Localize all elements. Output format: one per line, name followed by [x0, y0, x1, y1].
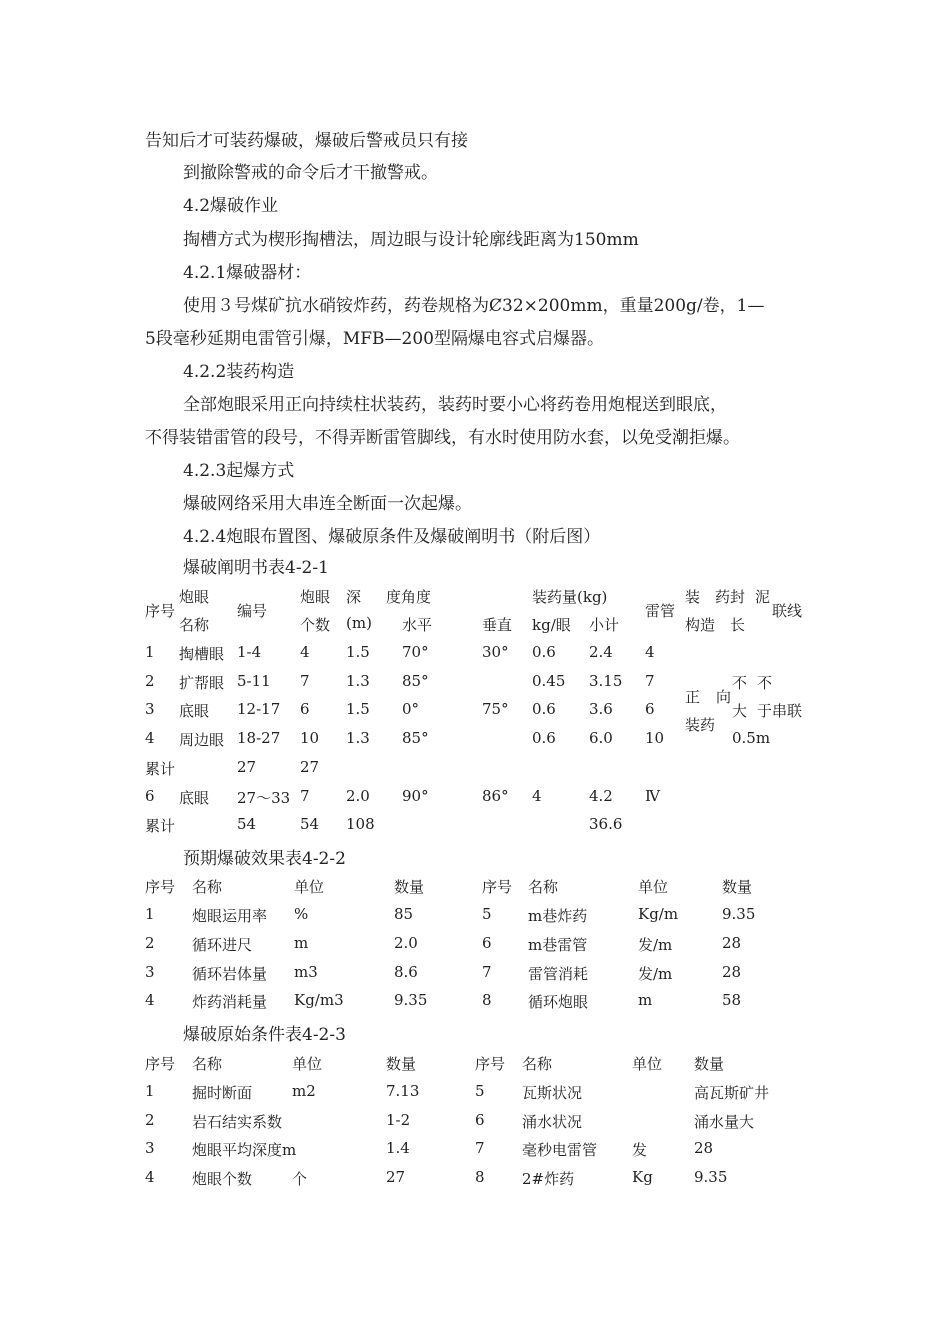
- cell-count: 54: [300, 815, 320, 833]
- header-charge: 装药量(kg): [532, 588, 608, 606]
- table-cell: 5: [482, 905, 492, 923]
- cell-subtotal: 6.0: [589, 729, 613, 747]
- header-detonator: 雷管: [645, 602, 676, 620]
- header-struct-2: 构造: [685, 616, 716, 634]
- section-heading: 4.2.2装药构造: [183, 362, 295, 382]
- cell-num: 12-17: [237, 700, 281, 718]
- cell-horiz: 85°: [402, 672, 429, 690]
- table-cell: 雷管消耗: [528, 965, 589, 983]
- table-cell: 6: [482, 934, 492, 952]
- cell-count: 4: [300, 643, 310, 661]
- table-cell: 1: [145, 905, 155, 923]
- header-cell: 数量: [694, 1055, 725, 1073]
- table-cell: 7.13: [386, 1082, 420, 1100]
- cell-subtotal: 3.15: [589, 672, 623, 690]
- table-cell: 1.4: [386, 1139, 410, 1157]
- table-cell: 涌水状况: [522, 1113, 583, 1131]
- cell-detonator: 4: [645, 643, 655, 661]
- table3-title: 爆破原始条件表4-2-3: [183, 1025, 346, 1045]
- table-cell: m巷雷管: [528, 936, 588, 954]
- header-num: 编号: [237, 602, 268, 620]
- merged-zhuangyao: 装药: [685, 716, 716, 734]
- table-cell: m: [294, 934, 309, 952]
- cell-depth: 1.3: [346, 672, 370, 690]
- table-cell: m2: [292, 1082, 316, 1100]
- cell-subtotal: 36.6: [589, 815, 623, 833]
- table-cell: 1-2: [386, 1111, 411, 1129]
- section-heading: 4.2.4炮眼布置图、爆破原条件及爆破阐明书（附后图）: [183, 527, 601, 547]
- header-cell: 序号: [482, 878, 513, 896]
- cell-vert: 30°: [482, 643, 509, 661]
- cell-name: 底眼: [179, 789, 210, 807]
- table-cell: 岩石结实系数: [192, 1113, 283, 1131]
- table-cell: 瓦斯状况: [522, 1084, 583, 1102]
- paragraph-line: 不得装错雷管的段号，不得弄断雷管脚线，有水时使用防水套，以免受潮拒爆。: [145, 428, 740, 448]
- cell-detonator: Ⅳ: [645, 787, 660, 805]
- table-cell: 3: [145, 963, 155, 981]
- cell-depth: 1.3: [346, 729, 370, 747]
- cell-subtotal: 4.2: [589, 787, 613, 805]
- table-cell: 9.35: [722, 905, 756, 923]
- table-cell: 个: [292, 1170, 308, 1188]
- header-count-1: 炮眼: [300, 588, 331, 606]
- cell-horiz: 85°: [402, 729, 429, 747]
- table-cell: 炮眼运用率: [192, 907, 268, 925]
- cell-depth: 1.5: [346, 700, 370, 718]
- header-seal-2: 长: [730, 616, 746, 634]
- cell-seq: 6: [145, 787, 155, 805]
- header-cell: 序号: [145, 1055, 176, 1073]
- merged-yu: 于串联: [757, 702, 803, 720]
- header-count-2: 个数: [300, 616, 331, 634]
- table2-title: 预期爆破效果表4-2-2: [183, 849, 346, 869]
- cell-seq: 1: [145, 643, 155, 661]
- table-cell: 8: [482, 991, 492, 1009]
- header-cell: 单位: [294, 878, 325, 896]
- merged-zheng: 正: [685, 688, 701, 706]
- header-name-2: 名称: [179, 616, 210, 634]
- table-cell: 4: [145, 1168, 155, 1186]
- table-cell: 发/m: [638, 965, 673, 983]
- cell-subtotal: 3.6: [589, 700, 613, 718]
- table-cell: 58: [722, 991, 742, 1009]
- cell-detonator: 7: [645, 672, 655, 690]
- header-cell: 序号: [475, 1055, 506, 1073]
- table-cell: 28: [722, 934, 742, 952]
- table-cell: 85: [394, 905, 414, 923]
- section-heading: 4.2爆破作业: [183, 196, 279, 216]
- paragraph-line: 全部炮眼采用正向持续柱状装药，装药时要小心将药卷用炮棍送到眼底，: [183, 395, 727, 415]
- cell-horiz: 0°: [402, 700, 420, 718]
- cell-horiz: 90°: [402, 787, 429, 805]
- cell-count: 7: [300, 787, 310, 805]
- table-cell: 8: [475, 1168, 485, 1186]
- cell-name: 底眼: [179, 702, 210, 720]
- table-cell: 7: [475, 1139, 485, 1157]
- header-mud: 泥: [755, 588, 771, 606]
- table-cell: 循环进尺: [192, 936, 253, 954]
- header-depth-2: (m): [346, 614, 372, 632]
- paragraph-line: 告知后才可装药爆破，爆破后警戒员只有接: [145, 131, 468, 151]
- table-cell: 循环炮眼: [528, 993, 589, 1011]
- header-cell: 单位: [638, 878, 669, 896]
- cell-vert: 75°: [482, 700, 509, 718]
- table-cell: 5: [475, 1082, 485, 1100]
- header-cell: 名称: [192, 1055, 223, 1073]
- table-cell: 3: [145, 1139, 155, 1157]
- merged-da: 大: [732, 702, 748, 720]
- cell-count: 6: [300, 700, 310, 718]
- table-cell: 27: [386, 1168, 406, 1186]
- cell-seq: 累计: [145, 817, 176, 835]
- cell-detonator: 10: [645, 729, 665, 747]
- table-cell: 28: [694, 1139, 714, 1157]
- table-cell: m3: [294, 963, 318, 981]
- table-cell: 6: [475, 1111, 485, 1129]
- merged-len: 0.5m: [732, 729, 771, 747]
- table-cell: 9.35: [694, 1168, 728, 1186]
- header-cell: 名称: [522, 1055, 553, 1073]
- table-cell: 1: [145, 1082, 155, 1100]
- merged-xiang: 向: [716, 688, 732, 706]
- table-cell: 2#炸药: [522, 1170, 575, 1188]
- paragraph-line: 到撤除警戒的命令后才干撤警戒。: [183, 163, 438, 183]
- header-cell: 名称: [192, 878, 223, 896]
- cell-perhole: 0.45: [532, 672, 566, 690]
- header-cell: 序号: [145, 878, 176, 896]
- section-heading: 4.2.3起爆方式: [183, 461, 295, 481]
- table-cell: 2: [145, 1111, 155, 1129]
- table-cell: Kg: [632, 1168, 653, 1186]
- table-cell: 发: [632, 1141, 648, 1159]
- table-cell: 高瓦斯矿井: [694, 1084, 770, 1102]
- cell-seq: 2: [145, 672, 155, 690]
- cell-seq: 4: [145, 729, 155, 747]
- header-seal-1: 药封: [715, 588, 746, 606]
- table-cell: 循环岩体量: [192, 965, 268, 983]
- cell-vert: 86°: [482, 787, 509, 805]
- table-cell: 4: [145, 991, 155, 1009]
- cell-depth: 2.0: [346, 787, 370, 805]
- header-subtotal: 小计: [589, 616, 620, 634]
- header-cell: 名称: [528, 878, 559, 896]
- cell-seq: 累计: [145, 760, 176, 778]
- table-cell: Kg/m3: [294, 991, 344, 1009]
- cell-perhole: 4: [532, 787, 542, 805]
- header-seq: 序号: [145, 602, 176, 620]
- header-name-1: 炮眼: [179, 588, 210, 606]
- cell-count: 27: [300, 758, 320, 776]
- cell-num: 54: [237, 815, 257, 833]
- header-cell: 数量: [386, 1055, 417, 1073]
- cell-perhole: 0.6: [532, 700, 556, 718]
- cell-num: 18-27: [237, 729, 281, 747]
- header-cell: 数量: [722, 878, 753, 896]
- cell-name: 扩帮眼: [179, 674, 225, 692]
- table-cell: 9.35: [394, 991, 428, 1009]
- table-cell: 发/m: [638, 936, 673, 954]
- cell-depth: 108: [346, 815, 375, 833]
- table-cell: 8.6: [394, 963, 418, 981]
- cell-seq: 3: [145, 700, 155, 718]
- header-cell: 单位: [292, 1055, 323, 1073]
- cell-depth: 1.5: [346, 643, 370, 661]
- header-struct-1: 装: [685, 588, 701, 606]
- table-cell: %: [294, 905, 309, 923]
- header-cell: 数量: [394, 878, 425, 896]
- table-cell: m巷炸药: [528, 907, 588, 925]
- cell-horiz: 70°: [402, 643, 429, 661]
- cell-name: 周边眼: [179, 731, 225, 749]
- merged-bu-2: 不: [757, 674, 773, 692]
- table-cell: 炮眼平均深度m: [192, 1141, 297, 1159]
- header-angle: 度角度: [386, 588, 432, 606]
- paragraph-line: 爆破网络采用大串连全断面一次起爆。: [183, 494, 472, 514]
- table-cell: 2.0: [394, 934, 418, 952]
- cell-subtotal: 2.4: [589, 643, 613, 661]
- header-link: 联线: [772, 602, 803, 620]
- paragraph-line: 使用３号煤矿抗水硝铵炸药，药卷规格为Ȼ32×200mm，重量200g/卷，1—: [183, 296, 765, 316]
- paragraph-line: 5段毫秒延期电雷管引爆，MFB—200型隔爆电容式启爆器。: [145, 329, 604, 349]
- header-perhole: kg/眼: [532, 616, 571, 634]
- paragraph-line: 掏槽方式为楔形掏槽法，周边眼与设计轮廓线距离为150mm: [183, 230, 639, 250]
- cell-count: 7: [300, 672, 310, 690]
- table-cell: 掘时断面: [192, 1084, 253, 1102]
- table-cell: Kg/m: [638, 905, 679, 923]
- table-cell: 炸药消耗量: [192, 993, 268, 1011]
- table-cell: 炮眼个数: [192, 1170, 253, 1188]
- cell-num: 1-4: [237, 643, 262, 661]
- table-cell: 7: [482, 963, 492, 981]
- cell-detonator: 6: [645, 700, 655, 718]
- cell-count: 10: [300, 729, 320, 747]
- cell-num: 27～33: [237, 789, 291, 807]
- cell-num: 27: [237, 758, 257, 776]
- table-cell: 2: [145, 934, 155, 952]
- header-vert: 垂直: [482, 616, 513, 634]
- table1-title: 爆破阐明书表4-2-1: [183, 558, 329, 578]
- merged-bu-1: 不: [732, 674, 748, 692]
- cell-perhole: 0.6: [532, 643, 556, 661]
- cell-name: 掏槽眼: [179, 645, 225, 663]
- cell-num: 5-11: [237, 672, 271, 690]
- table-cell: m: [638, 991, 653, 1009]
- header-depth-1: 深: [346, 588, 362, 606]
- cell-perhole: 0.6: [532, 729, 556, 747]
- header-horiz: 水平: [402, 616, 433, 634]
- section-heading: 4.2.1爆破器材：: [183, 263, 312, 283]
- table-cell: 毫秒电雷管: [522, 1141, 598, 1159]
- table-cell: 涌水量大: [694, 1113, 755, 1131]
- table-cell: 28: [722, 963, 742, 981]
- header-cell: 单位: [632, 1055, 663, 1073]
